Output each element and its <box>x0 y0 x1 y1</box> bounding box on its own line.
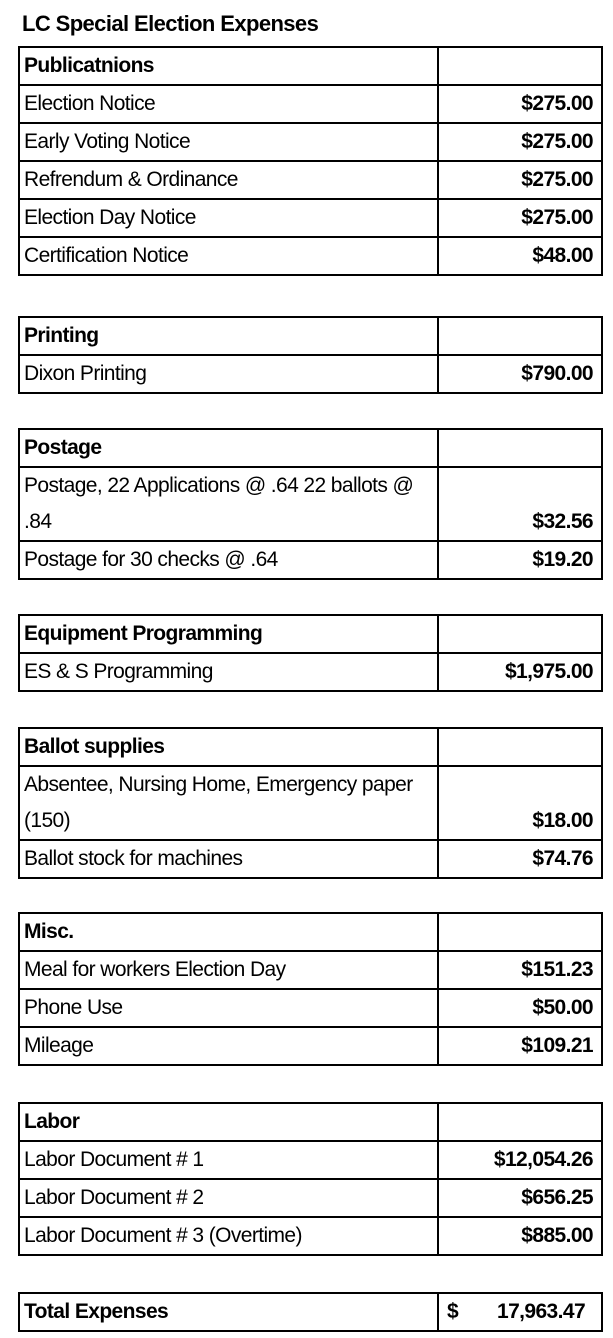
row-label: Early Voting Notice <box>19 123 438 161</box>
section-header: Publicatnions <box>19 47 438 85</box>
table-row <box>19 1179 602 1217</box>
empty-cell <box>438 615 602 653</box>
empty-cell <box>438 429 602 467</box>
row-label: Postage, 22 Applications @ .64 22 ballots @ .84 <box>19 467 438 541</box>
table-row <box>19 467 602 541</box>
section-header: Postage <box>19 429 438 467</box>
row-amount: $885.00 <box>438 1217 602 1255</box>
section-header: Misc. <box>19 913 438 951</box>
row-label: Labor Document # 1 <box>19 1141 438 1179</box>
page-title: LC Special Election Expenses <box>22 11 319 36</box>
row-amount: $790.00 <box>438 355 602 393</box>
row-label: Phone Use <box>19 989 438 1027</box>
empty-cell <box>438 317 602 355</box>
total-currency: $ <box>447 1300 459 1323</box>
total-amount-cell <box>438 1293 602 1331</box>
empty-cell <box>438 728 602 766</box>
row-label: Postage for 30 checks @ .64 <box>19 541 438 579</box>
section-header: Labor <box>19 1103 438 1141</box>
row-amount: $275.00 <box>438 199 602 237</box>
row-amount: $74.76 <box>438 840 602 878</box>
section-header: Equipment Programming <box>19 615 438 653</box>
row-amount: $32.56 <box>438 467 602 541</box>
empty-cell <box>438 1103 602 1141</box>
expense-table-labor <box>18 1102 603 1256</box>
table-row <box>19 199 602 237</box>
table-row <box>19 653 602 691</box>
expense-table-misc <box>18 912 603 1066</box>
table-row <box>19 123 602 161</box>
row-label: Labor Document # 3 (Overtime) <box>19 1217 438 1255</box>
total-amount: 17,963.47 <box>497 1300 586 1323</box>
row-label: Meal for workers Election Day <box>19 951 438 989</box>
table-row <box>19 1027 602 1065</box>
total-label: Total Expenses <box>19 1293 438 1331</box>
table-row <box>19 951 602 989</box>
row-amount: $151.23 <box>438 951 602 989</box>
row-label: Refrendum & Ordinance <box>19 161 438 199</box>
row-amount: $275.00 <box>438 161 602 199</box>
empty-cell <box>438 913 602 951</box>
section-header-row <box>19 1103 602 1141</box>
expense-table-publications <box>18 46 603 276</box>
row-amount: $50.00 <box>438 989 602 1027</box>
expense-table-ballot-supplies <box>18 727 603 879</box>
row-label: Absentee, Nursing Home, Emergency paper (150) <box>19 766 438 840</box>
row-amount: $19.20 <box>438 541 602 579</box>
section-header-row <box>19 429 602 467</box>
section-header-row <box>19 728 602 766</box>
row-amount: $12,054.26 <box>438 1141 602 1179</box>
row-label: Dixon Printing <box>19 355 438 393</box>
row-amount: $109.21 <box>438 1027 602 1065</box>
expense-table-printing <box>18 316 603 394</box>
table-row <box>19 1141 602 1179</box>
section-header-row <box>19 317 602 355</box>
row-label: Certification Notice <box>19 237 438 275</box>
table-row <box>19 237 602 275</box>
row-label: Ballot stock for machines <box>19 840 438 878</box>
row-amount: $1,975.00 <box>438 653 602 691</box>
section-header-row <box>19 615 602 653</box>
table-row <box>19 541 602 579</box>
row-amount: $656.25 <box>438 1179 602 1217</box>
table-row <box>19 1217 602 1255</box>
empty-cell <box>438 47 602 85</box>
section-header-row <box>19 47 602 85</box>
row-label: Labor Document # 2 <box>19 1179 438 1217</box>
expense-table-postage <box>18 428 603 580</box>
table-row <box>19 840 602 878</box>
row-amount: $275.00 <box>438 123 602 161</box>
row-amount: $275.00 <box>438 85 602 123</box>
row-label: Election Day Notice <box>19 199 438 237</box>
total-expenses-table <box>18 1292 603 1332</box>
table-row <box>19 85 602 123</box>
section-header: Printing <box>19 317 438 355</box>
row-label: Mileage <box>19 1027 438 1065</box>
expense-table-equipment-programming <box>18 614 603 692</box>
row-amount: $48.00 <box>438 237 602 275</box>
table-row <box>19 161 602 199</box>
table-row <box>19 989 602 1027</box>
section-header-row <box>19 913 602 951</box>
table-row <box>19 355 602 393</box>
row-label: Election Notice <box>19 85 438 123</box>
section-header: Ballot supplies <box>19 728 438 766</box>
total-row <box>19 1293 602 1331</box>
table-row <box>19 766 602 840</box>
row-label: ES & S Programming <box>19 653 438 691</box>
row-amount: $18.00 <box>438 766 602 840</box>
